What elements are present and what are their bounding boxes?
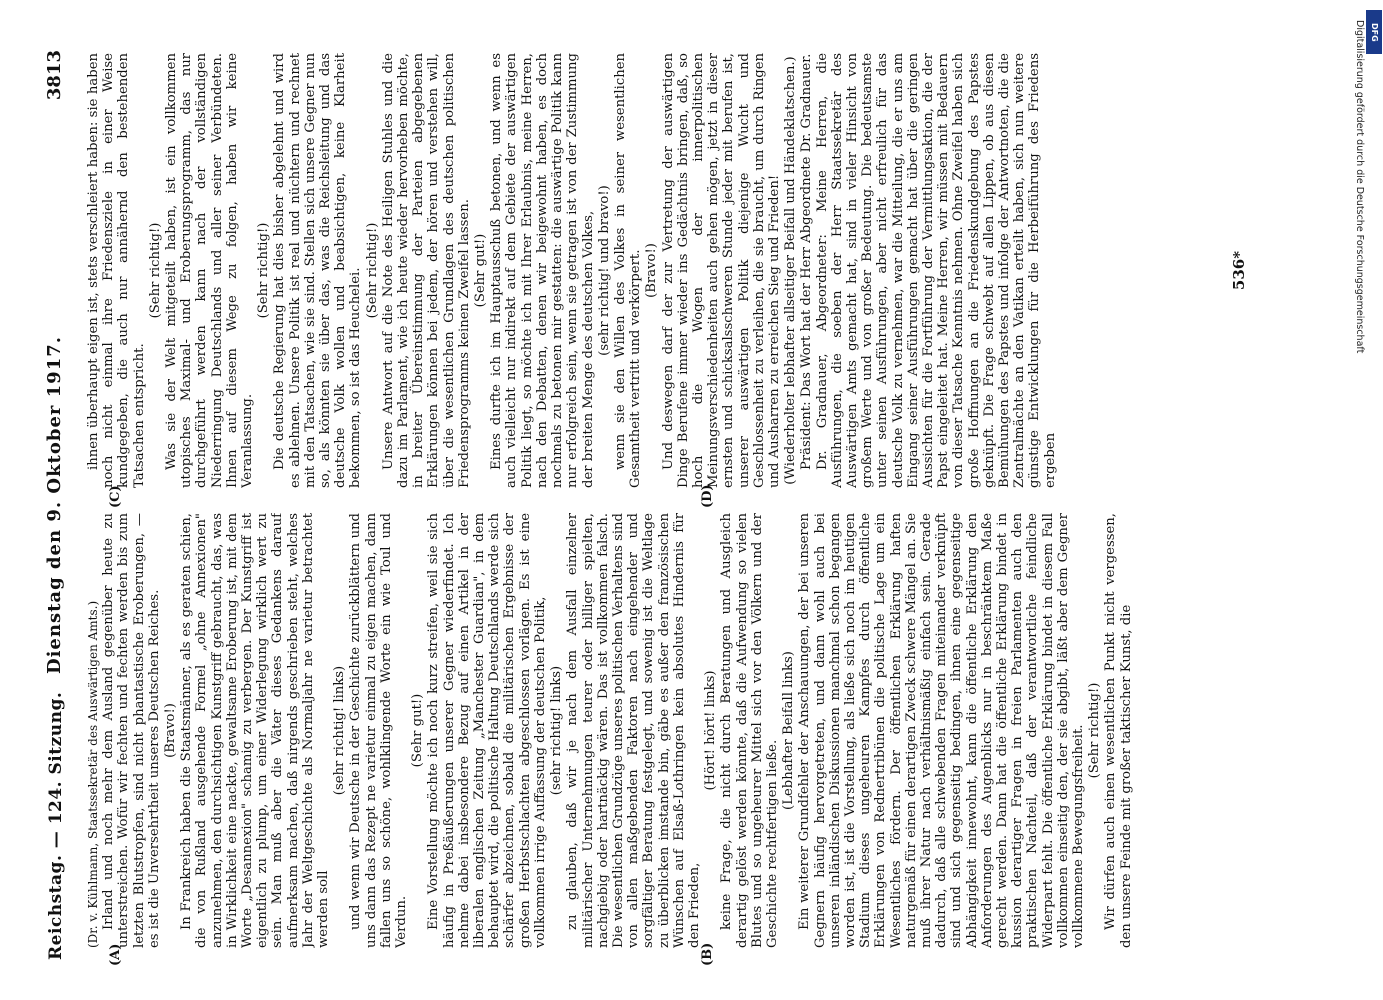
interjection: (Sehr richtig!)	[1087, 682, 1103, 779]
dfg-logo: DFG	[1366, 10, 1382, 54]
signature-mark: 536*	[1230, 250, 1248, 291]
interjection: (Bravo!)	[644, 243, 660, 298]
paragraph: ihnen überhaupt eigen ist, stets verschleiert haben: sie haben noch nicht einmal ihre Friedensziele in einer Weise kundgegeben, die auch nur annähernd den bestehenden Tatsachen entspricht.	[86, 53, 147, 488]
interjection: (Sehr richtig!)	[364, 222, 380, 319]
paragraph: Die deutsche Regierung hat dies bisher abgelehnt und wird es ablehnen. Unsere Politik ist real und nüchtern und rechnet mit den Tatsachen, wie sie sind. Stellen sich unsere Gegner nun so, als könnten sie über das, was die Reichsleitung und das deutsche Volk wollen und beabsichtigen, keine Klarheit bekommen, so ist das Heuchelei.	[272, 53, 364, 488]
header-date: Dienstag den 9. Oktober 1917.	[44, 335, 65, 675]
page-number: 3813	[44, 50, 65, 101]
paragraph: Präsident: Das Wort hat der Herr Abgeordnete Dr. Gradnauer.	[799, 53, 815, 470]
interjection: (Sehr richtig!)	[147, 222, 163, 319]
paragraph: keine Frage, die nicht durch Beratungen und Ausgleich derartig gelöst werden könnte, daß die Aufwendung so vielen Blutes und so ungeheurer Mittel sich vor den Völkern und der Geschichte rechtfertigen ließe.	[719, 513, 780, 948]
interjection: (Wiederholter lebhafter allseitiger Beifall und Händeklatschen.)	[783, 56, 799, 485]
interjection: (Sehr richtig!)	[256, 222, 272, 319]
interjection: (Sehr gut!)	[410, 693, 426, 768]
margin-label-d: (D)	[700, 484, 715, 508]
interjection: (Lebhafter Beifall links)	[781, 651, 797, 810]
interjection: (sehr richtig! links)	[332, 665, 348, 796]
header-session: Reichstag. — 124. Sitzung.	[46, 691, 66, 960]
paragraph: Wir dürfen auch einen wesentlichen Punkt nicht vergessen, den unsere Feinde mit großer taktischer Kunst, die	[1103, 513, 1134, 948]
paragraph: Unsere Antwort auf die Note des Heiligen Stuhles und die dazu im Parlament, wie ich heute wieder hervorheben möchte, in breiter Übereinstimmung der Parteien abgegebenen Erklärungen können bei jedem, der hören und verstehen will, über die wesentlichen Grundlagen des deutschen politischen Friedensprogramms keinen Zweifel lassen.	[380, 53, 472, 488]
paragraph: Irland und noch mehr dem Ausland gegenüber heute zu unterstreichen. Wofür wir fechten und fechten werden bis zum letzten Blutstropfen, sind nicht phantastische Eroberungen, — es ist die Unversehrtheit unseres Deutschen Reiches.	[101, 513, 162, 948]
interjection: (sehr richtig! und bravo!)	[596, 185, 612, 356]
paragraph: Dr. Gradnauer, Abgeordneter: Meine Herren, die Ausführungen, die soeben der Herr Staatssekretär des Auswärtigen Amts gemacht hat, sind in vieler Hinsicht von großem Werte und von großer Bedeutung. Die bedeutsamste unter seinen Ausführungen, aber nicht erfreulich für das deutsche Volk zu vernehmen, war die Mitteilung, die er uns am Eingang seiner Ausführungen gemacht hat über die geringen Aussichten für die Fortführung der Vermittlungsaktion, die der Papst eingeleitet hat. Meine Herren, wir müssen mit Bedauern von dieser Tatsache Kenntnis nehmen. Ohne Zweifel haben sich große Hoffnungen an die Friedenskundgebung des Papstes geknüpft. Die Frage schwebt auf allen Lippen, ob aus diesen Bemühungen des Papstes und infolge der Antwortnoten, die die Zentralmächte an den Vatikan erteilt haben, sich nun weitere günstige Entwicklungen für die Herbeiführung des Friedens ergeben	[814, 53, 1058, 488]
paragraph: Eine Vorstellung möchte ich noch kurz streifen, weil sie sich häufig in Preßäußerungen unserer Gegner wiederfindet. Ich nehme dabei insbesondere Bezug auf einen Artikel in der liberalen englischen Zeitung „Manchester Guardian", in dem behauptet wird, die politische Haltung Deutschlands werde sich schärfer abzeichnen, sobald die militärischen Ergebnisse der großen Herbstschlachten abgeschlossen vorlägen. Es ist eine vollkommen irrige Auffassung der deutschen Politik,	[426, 513, 548, 948]
speaker-note: (Dr. v. Kühlmann, Staatssekretär des Auswärtigen Amts.)	[86, 600, 100, 948]
paragraph: zu glauben, daß wir je nach dem Ausfall einzelner militärischer Unternehmungen teurer oder billiger spielten, nachgiebig oder hartnäckig wären. Das ist vollkommen falsch. Die wesentlichen Grundzüge unseres politischen Verhaltens sind von allen maßgebenden Faktoren nach eingehender und sorgfältiger Beratung festgelegt, und sowenig ist die Weltlage zu überblicken imstande bin, gäbe es außer den französischen Wünschen auf Elsaß-Lothringen kein absolutes Hindernis für den Frieden,	[565, 513, 702, 948]
page-header	[40, 50, 74, 960]
margin-label-b: (B)	[700, 942, 715, 966]
paragraph: Was sie der Welt mitgeteilt haben, ist ein vollkommen utopisches Maximal- und Eroberungsprogramm, das nur durchgeführt werden kann nach der vollständigen Niederringung Deutschlands und aller seiner Verbündeten. Ihnen auf diesem Wege zu folgen, haben wir keine Veranlassung.	[164, 53, 256, 488]
interjection: (Sehr gut!)	[473, 233, 489, 308]
paragraph: wenn sie den Willen des Volkes in seiner wesentlichen Gesamtheit vertritt und verkörpert.	[612, 53, 644, 488]
paragraph: Ein weiterer Grundfehler der Anschauungen, der bei unseren Gegnern häufig hervorgetreten, und dann wohl auch bei unseren inländischen Diskussionen manchmal schon begangen worden ist, ist die Vorstellung, als ließe sich noch im heutigen Stadium dieses ungeheuren Kampfes durch öffentliche Erklärungen von Rednertribünen die politische Lage um ein Wesentliches fördern. Der öffentlichen Erklärung haften naturgemäß für einen derartigen Zweck schwere Mängel an. Sie muß ihrer Natur nach verhältnismäßig einfach sein. Gerade dadurch, daß alle schwebenden Fragen miteinander verknüpft sind und sich gegenseitig bedingen, ihnen eine gegenseitige Abhängigkeit innewohnt, kann die öffentliche Erklärung den Anforderungen des Augenblicks nur in beschränktem Maße gerecht werden. Dann hat die öffentliche Erklärung bindet in kussion derartiger Fragen in freien Parlamenten auch den praktischen Nachteil, daß der verantwortliche feindliche Widerpart fehlt. Die öffentliche Erklärung bindet in diesem Fall vollkommen einseitig den, der sie abgibt, läßt aber dem Gegner vollkommene Bewegungsfreiheit.	[797, 513, 1086, 948]
paragraph: Eines durfte ich im Hauptausschuß betonen, und wenn es auch vielleicht nur indirekt auf dem Gebiete der auswärtigen Politik liegt, so möchte ich mit Ihrer Erlaubnis, meine Herren, nach den Debatten, denen wir beigewohnt haben, es doch nochmals zu betonen mir gestatten: die auswärtige Politik kann nur erfolgreich sein, wenn sie getragen ist von der Zustimmung der breiten Menge des deutschen Volkes,	[489, 53, 596, 488]
left-column	[86, 513, 1276, 948]
paragraph: und wenn wir Deutsche in der Geschichte zurückblättern und uns dann das Rezept ne varietur einmal zu eigen machen, dann fallen uns so schöne, wohlklingende Worte ein wie Toul und Verdun.	[348, 513, 410, 948]
margin-label-c: (C)	[108, 485, 123, 508]
paragraph: In Frankreich haben die Staatsmänner, als es geraten schien, die von Rußland ausgehende Formel „ohne Annexionen" anzunehmen, den durchsichtigen Kunstgriff gebraucht, das, was in Wirklichkeit eine nackte, gewaltsame Eroberung ist, mit dem Worte „Desannexion" schamig zu verbergen. Der Kunstgriff ist eigentlich zu plump, um einer Widerlegung wirklich wert zu sein. Man muß aber die Väter dieses Gedankens darauf aufmerksam machen, daß nirgends geschrieben steht, welches Jahr der Weltgeschichte als Normaljahr ne varietur betrachtet werden soll	[179, 513, 332, 948]
paragraph: Und deswegen darf der zur Vertretung der auswärtigen Dinge Berufene immer wieder ins Gedächtnis bringen, daß, so hoch die Wogen der innerpolitischen Meinungsverschiedenheiten auch gehen mögen, jetzt in dieser ernsten und schicksalsschweren Stunde jeder mit berufen ist, unserer auswärtigen Politik diejenige Wucht und Geschlossenheit zu verleihen, die sie braucht, um durch Ringen und Ausharren zu erreichen Sieg und Frieden!	[660, 53, 782, 488]
interjection: (sehr richtig! links)	[549, 665, 565, 796]
interjection: (Bravo!)	[163, 703, 179, 758]
digitization-note: Digitalisierung gefördert durch die Deutsche Forschungsgemeinschaft	[1354, 20, 1365, 354]
right-column	[86, 53, 1276, 488]
margin-label-a: (A)	[108, 943, 123, 966]
interjection: (Hört! hört! links)	[703, 670, 719, 791]
